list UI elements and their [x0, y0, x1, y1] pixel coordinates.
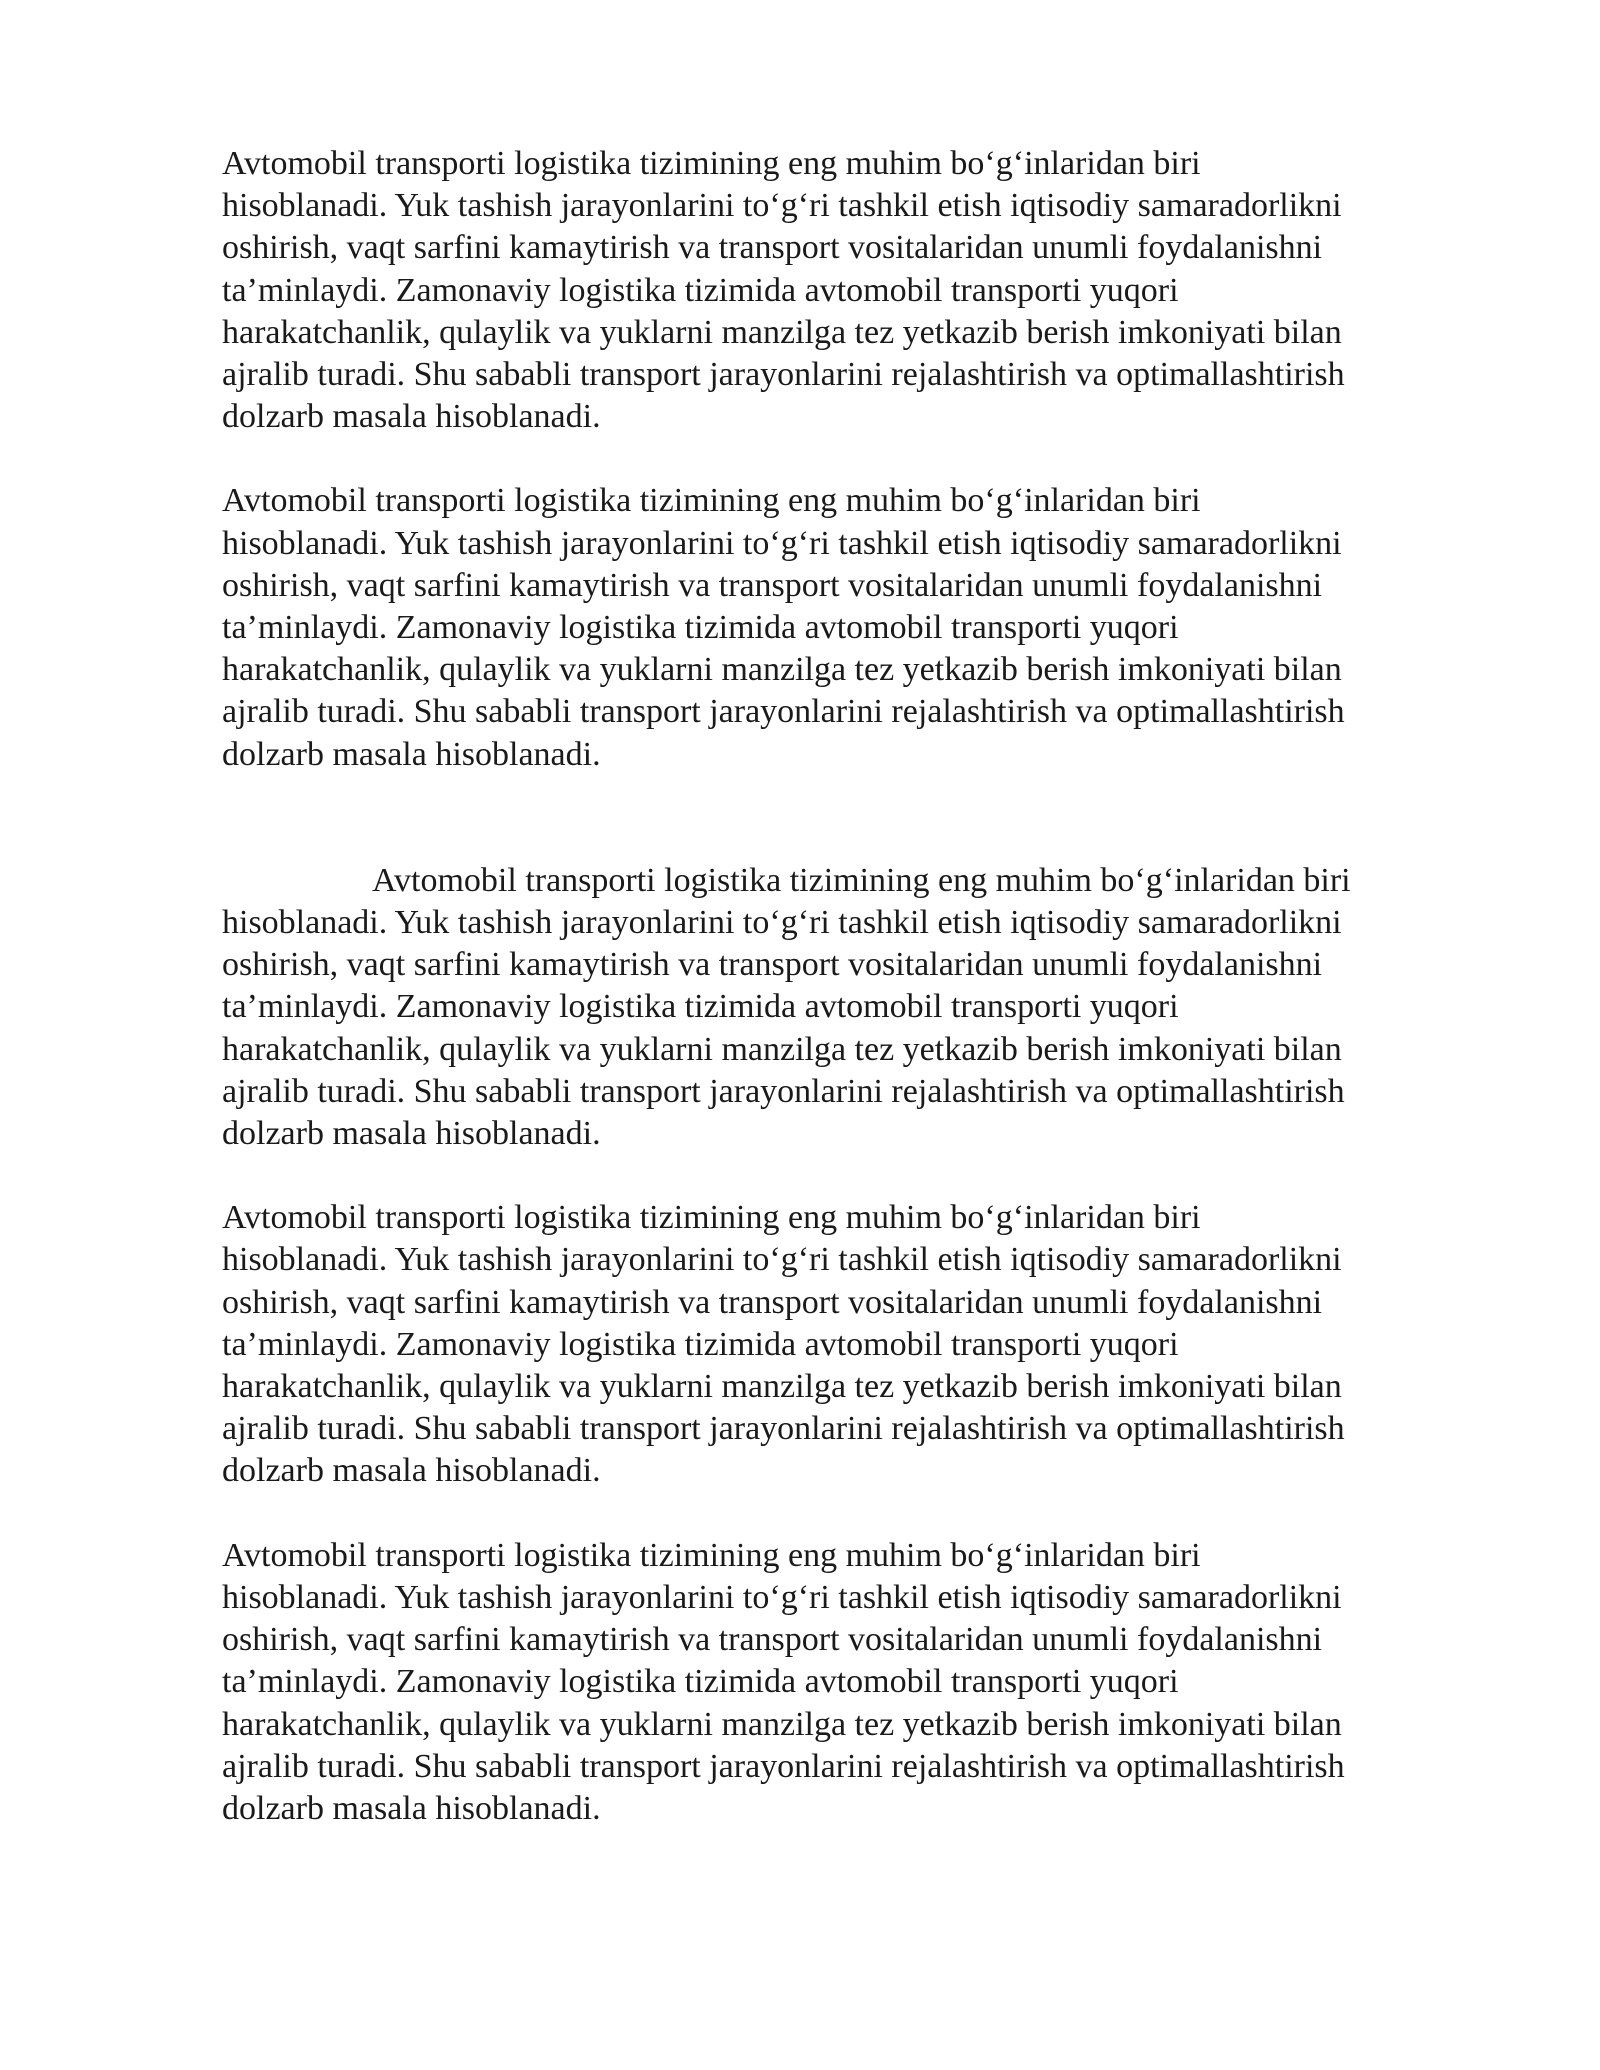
paragraph-line: Avtomobil transporti logistika tizimining eng muhim bo‘g‘inlaridan biri [222, 1199, 1201, 1237]
paragraph-line: harakatchanlik, qulaylik va yuklarni manzilga tez yetkazib berish imkoniyati bilan [222, 651, 1342, 689]
paragraph-line-indented: Avtomobil transporti logistika tizimining eng muhim bo‘g‘inlaridan biri [372, 861, 1351, 899]
paragraph-line: harakatchanlik, qulaylik va yuklarni manzilga tez yetkazib berish imkoniyati bilan [222, 1030, 1342, 1068]
paragraph-line: harakatchanlik, qulaylik va yuklarni manzilga tez yetkazib berish imkoniyati bilan [222, 1705, 1342, 1743]
paragraph-line: oshirish, vaqt sarfini kamaytirish va transport vositalaridan unumli foydalanishni [222, 946, 1323, 984]
paragraph-line: Avtomobil transporti logistika tizimining eng muhim bo‘g‘inlaridan biri [222, 1536, 1201, 1574]
document-body [222, 143, 1452, 1830]
paragraph-line: oshirish, vaqt sarfini kamaytirish va transport vositalaridan unumli foydalanishni [222, 1621, 1323, 1659]
paragraph-line: dolzarb masala hisoblanadi. [222, 1789, 601, 1827]
paragraph-3 [222, 860, 1452, 1155]
paragraph-line: ta’minlaydi. Zamonaviy logistika tizimida avtomobil transporti yuqori [222, 988, 1179, 1026]
paragraph-line: harakatchanlik, qulaylik va yuklarni manzilga tez yetkazib berish imkoniyati bilan [222, 1368, 1342, 1406]
paragraph-line: Avtomobil transporti logistika tizimining eng muhim bo‘g‘inlaridan biri [222, 145, 1201, 182]
paragraph-line: ajralib turadi. Shu sababli transport jarayonlarini rejalashtirish va optimallashtirish [222, 1410, 1345, 1448]
paragraph-line: oshirish, vaqt sarfini kamaytirish va transport vositalaridan unumli foydalanishni [222, 1283, 1323, 1321]
paragraph-line: Avtomobil transporti logistika tizimining eng muhim bo‘g‘inlaridan biri [222, 482, 1201, 520]
paragraph-1 [222, 143, 1452, 438]
paragraph-line: ta’minlaydi. Zamonaviy logistika tizimida avtomobil transporti yuqori [222, 271, 1179, 309]
paragraph-line: ajralib turadi. Shu sababli transport jarayonlarini rejalashtirish va optimallashtirish [222, 356, 1345, 394]
paragraph-line: dolzarb masala hisoblanadi. [222, 398, 601, 436]
paragraph-5 [222, 1535, 1452, 1830]
paragraph-line: harakatchanlik, qulaylik va yuklarni manzilga tez yetkazib berish imkoniyati bilan [222, 313, 1342, 351]
paragraph-spacer [222, 776, 1452, 860]
paragraph-line: dolzarb masala hisoblanadi. [222, 1452, 601, 1490]
paragraph-line: hisoblanadi. Yuk tashish jarayonlarini to‘g‘ri tashkil etish iqtisodiy samaradorlikni [222, 904, 1342, 942]
paragraph-line: hisoblanadi. Yuk tashish jarayonlarini to‘g‘ri tashkil etish iqtisodiy samaradorlikni [222, 1578, 1342, 1616]
paragraph-line: ta’minlaydi. Zamonaviy logistika tizimida avtomobil transporti yuqori [222, 609, 1179, 647]
paragraph-line: ta’minlaydi. Zamonaviy logistika tizimida avtomobil transporti yuqori [222, 1325, 1179, 1363]
paragraph-spacer [222, 1493, 1452, 1535]
paragraph-line: ta’minlaydi. Zamonaviy logistika tizimida avtomobil transporti yuqori [222, 1663, 1179, 1701]
paragraph-spacer [222, 438, 1452, 480]
paragraph-line: dolzarb masala hisoblanadi. [222, 1115, 601, 1153]
paragraph-2 [222, 480, 1452, 775]
paragraph-line: oshirish, vaqt sarfini kamaytirish va transport vositalaridan unumli foydalanishni [222, 566, 1323, 604]
paragraph-line: ajralib turadi. Shu sababli transport jarayonlarini rejalashtirish va optimallashtirish [222, 1072, 1345, 1110]
paragraph-4 [222, 1197, 1452, 1492]
paragraph-line: hisoblanadi. Yuk tashish jarayonlarini to‘g‘ri tashkil etish iqtisodiy samaradorlikni [222, 524, 1342, 562]
paragraph-line: hisoblanadi. Yuk tashish jarayonlarini to‘g‘ri tashkil etish iqtisodiy samaradorlikni [222, 187, 1342, 225]
paragraph-line: oshirish, vaqt sarfini kamaytirish va transport vositalaridan unumli foydalanishni [222, 229, 1323, 267]
paragraph-line: ajralib turadi. Shu sababli transport jarayonlarini rejalashtirish va optimallashtirish [222, 693, 1345, 731]
paragraph-line: hisoblanadi. Yuk tashish jarayonlarini to‘g‘ri tashkil etish iqtisodiy samaradorlikni [222, 1241, 1342, 1279]
paragraph-line: dolzarb masala hisoblanadi. [222, 735, 601, 773]
paragraph-spacer [222, 1155, 1452, 1197]
paragraph-line: ajralib turadi. Shu sababli transport jarayonlarini rejalashtirish va optimallashtirish [222, 1747, 1345, 1785]
